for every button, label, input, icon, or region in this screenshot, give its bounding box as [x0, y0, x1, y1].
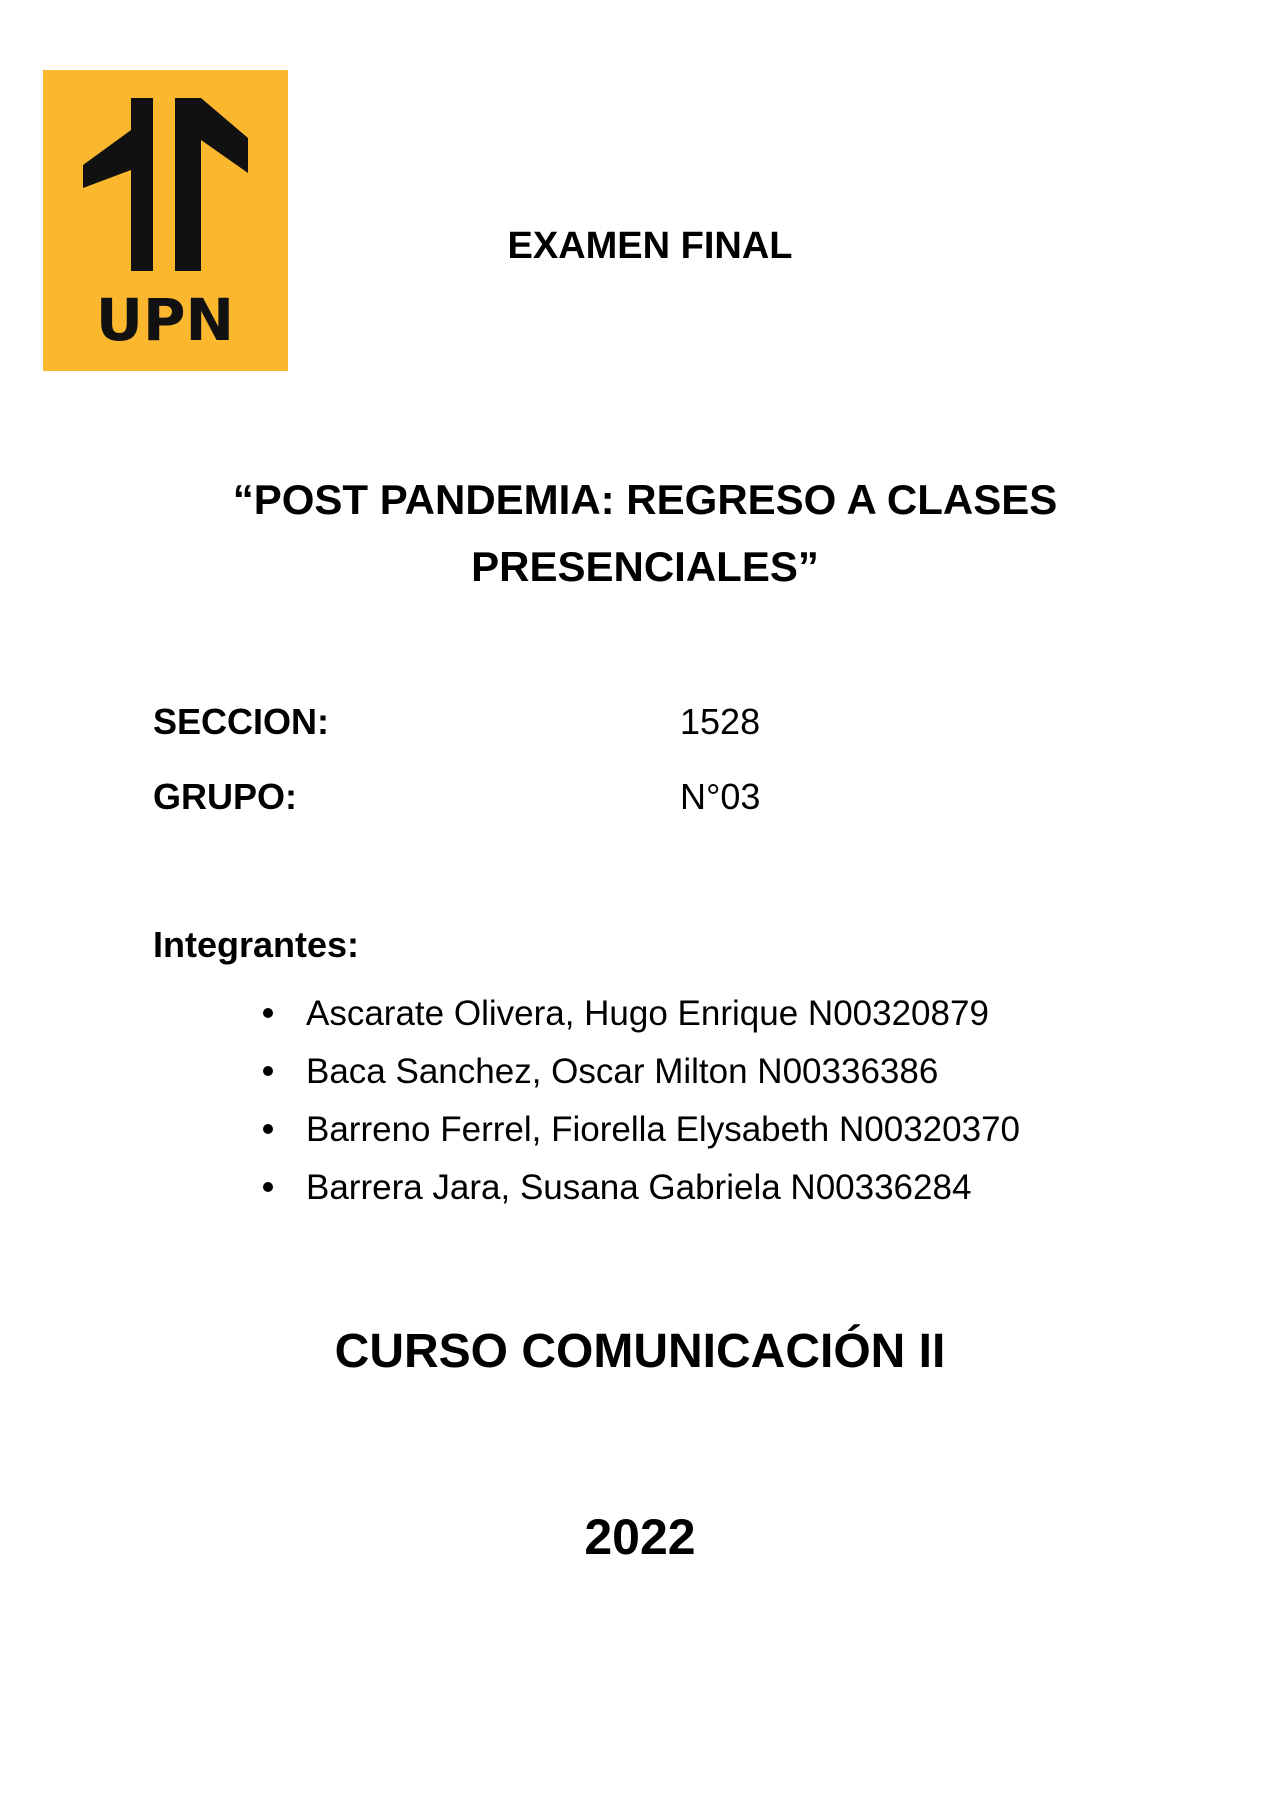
- member-name: Barrera Jara, Susana Gabriela N00336284: [306, 1168, 972, 1207]
- list-item: [250, 1166, 1020, 1224]
- course-title: CURSO COMUNICACIÓN II: [334, 1325, 946, 1378]
- seccion-label: SECCION:: [153, 701, 330, 742]
- member-name: Barreno Ferrel, Fiorella Elysabeth N00320370: [306, 1110, 1020, 1149]
- members-heading: Integrantes:: [153, 924, 360, 965]
- bullet-icon: [263, 1182, 273, 1192]
- document-title: [180, 466, 1110, 600]
- document-title-line-2: PRESENCIALES”: [471, 543, 819, 590]
- document-title-line-1: “POST PANDEMIA: REGRESO A CLASES: [232, 476, 1058, 523]
- upn-logo-text: UPN: [95, 286, 235, 354]
- year: 2022: [584, 1509, 696, 1565]
- member-name: Ascarate Olivera, Hugo Enrique N00320879: [306, 994, 989, 1033]
- grupo-value: N°03: [680, 776, 761, 817]
- member-name: Baca Sanchez, Oscar Milton N00336386: [306, 1052, 939, 1091]
- list-item: [250, 992, 1020, 1050]
- list-item: [250, 1050, 1020, 1108]
- list-item: [250, 1108, 1020, 1166]
- bullet-icon: [263, 1008, 273, 1018]
- exam-title: EXAMEN FINAL: [507, 225, 793, 267]
- bullet-icon: [263, 1066, 273, 1076]
- upn-arrow-logo-icon: [43, 70, 288, 371]
- grupo-label: GRUPO:: [153, 776, 297, 817]
- bullet-icon: [263, 1124, 273, 1134]
- members-list: [250, 992, 1020, 1224]
- upn-logo: [43, 70, 288, 371]
- seccion-value: 1528: [680, 701, 761, 742]
